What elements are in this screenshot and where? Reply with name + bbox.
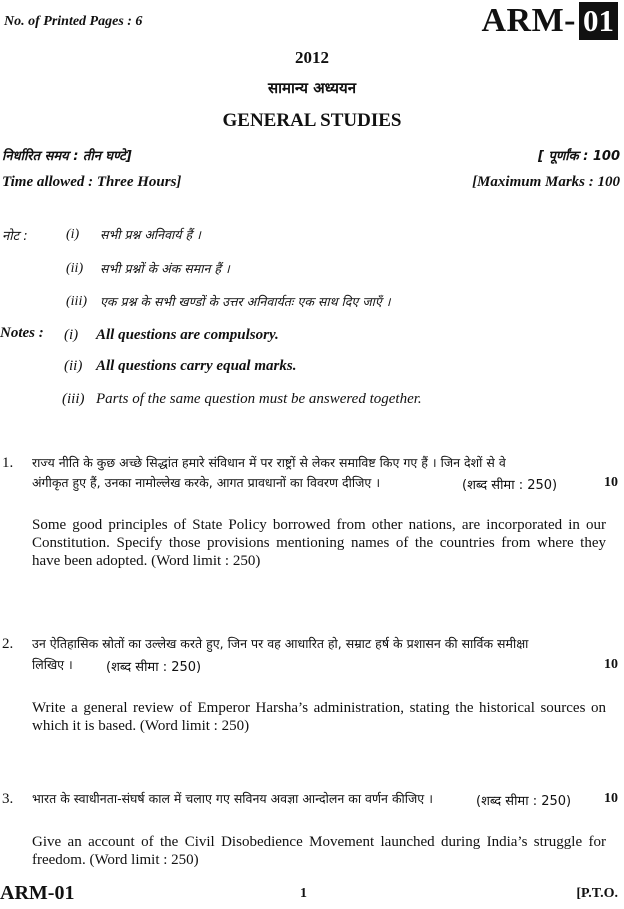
question-number: 3.: [2, 791, 14, 807]
max-marks-hindi: [ पूर्णांक : 100: [538, 149, 620, 164]
printed-pages: No. of Printed Pages : 6: [4, 14, 143, 29]
note-hindi-num: (i): [66, 227, 80, 242]
note-english-text: Parts of the same question must be answered together.: [96, 391, 422, 407]
max-marks-english: [Maximum Marks : 100: [472, 174, 620, 190]
page-number: 1: [300, 886, 307, 901]
question-marks: 10: [604, 475, 618, 490]
question-hindi-line: लिखिए ।: [32, 657, 73, 672]
question-number: 2.: [2, 636, 14, 652]
note-hindi-text: एक प्रश्न के सभी खण्डों के उत्तर अनिवार्यतः एक साथ दिए जाएँ ।: [100, 294, 391, 309]
question-marks: 10: [604, 791, 618, 806]
note-english-num: (ii): [64, 358, 83, 374]
question-english: Write a general review of Emperor Harsha’s administration, stating the historical sources on which it is based. (Word limit : 250): [32, 700, 606, 734]
footer-code-prefix: ARM-: [0, 882, 55, 904]
question-english: Give an account of the Civil Disobedience Movement launched during India’s struggle for freedom. (Word limit : 250): [32, 834, 606, 868]
note-hindi-num: (ii): [66, 261, 84, 276]
exam-year: 2012: [295, 48, 329, 67]
question-hindi-line: उन ऐतिहासिक स्रोतों का उल्लेख करते हुए, जिन पर वह आधारित हो, सम्राट हर्ष के प्रशासन की सार्विक समीक्षा: [32, 636, 529, 651]
time-allowed-english: Time allowed : Three Hours]: [2, 174, 182, 190]
title-hindi: सामान्य अध्ययन: [267, 79, 357, 97]
note-english-text: All questions carry equal marks.: [96, 358, 297, 374]
question-hindi-line: अंगीकृत हुए हैं, उनका नामोल्लेख करके, आगत प्रावधानों का विवरण दीजिए ।: [32, 475, 381, 490]
paper-code-prefix: ARM-: [481, 2, 576, 39]
notes-heading-english: Notes :: [0, 325, 44, 341]
title-english: GENERAL STUDIES: [222, 110, 402, 131]
please-turn-over: [P.T.O.: [576, 886, 618, 901]
word-limit-hindi: (शब्द सीमा : 250): [462, 478, 558, 493]
note-english-num: (i): [64, 327, 79, 343]
question-hindi-line: भारत के स्वाधीनता-संघर्ष काल में चलाए गए सविनय अवज्ञा आन्दोलन का वर्णन कीजिए ।: [32, 791, 433, 806]
time-allowed-hindi: निर्धारित समय : तीन घण्टे]: [2, 149, 132, 164]
paper-code-number: 01: [579, 2, 618, 40]
note-hindi-text: सभी प्रश्नों के अंक समान हैं ।: [100, 261, 230, 276]
question-hindi-line: राज्य नीति के कुछ अच्छे सिद्धांत हमारे संविधान में पर राष्ट्रों से लेकर समाविष्ट किए गए हैं । जिन देशों से वे: [32, 455, 506, 470]
footer-paper-code: [0, 882, 74, 905]
word-limit-hindi: (शब्द सीमा : 250): [476, 794, 572, 809]
question-english: Some good principles of State Policy borrowed from other nations, are incorporated in our Constitution. Specify those provisions mentioning names of the countries from where they have been adopted. (Word limit : 250): [32, 517, 606, 569]
note-hindi-num: (iii): [66, 294, 87, 309]
note-english-num: (iii): [62, 391, 85, 407]
footer-code-number: 01: [54, 882, 75, 904]
paper-code: [481, 2, 618, 40]
note-english-text: All questions are compulsory.: [96, 327, 279, 343]
word-limit-hindi: (शब्द सीमा : 250): [106, 660, 202, 675]
question-number: 1.: [2, 455, 14, 471]
question-marks: 10: [604, 657, 618, 672]
note-hindi-text: सभी प्रश्न अनिवार्य हैं ।: [100, 227, 201, 242]
notes-heading-hindi: नोट :: [2, 229, 28, 244]
